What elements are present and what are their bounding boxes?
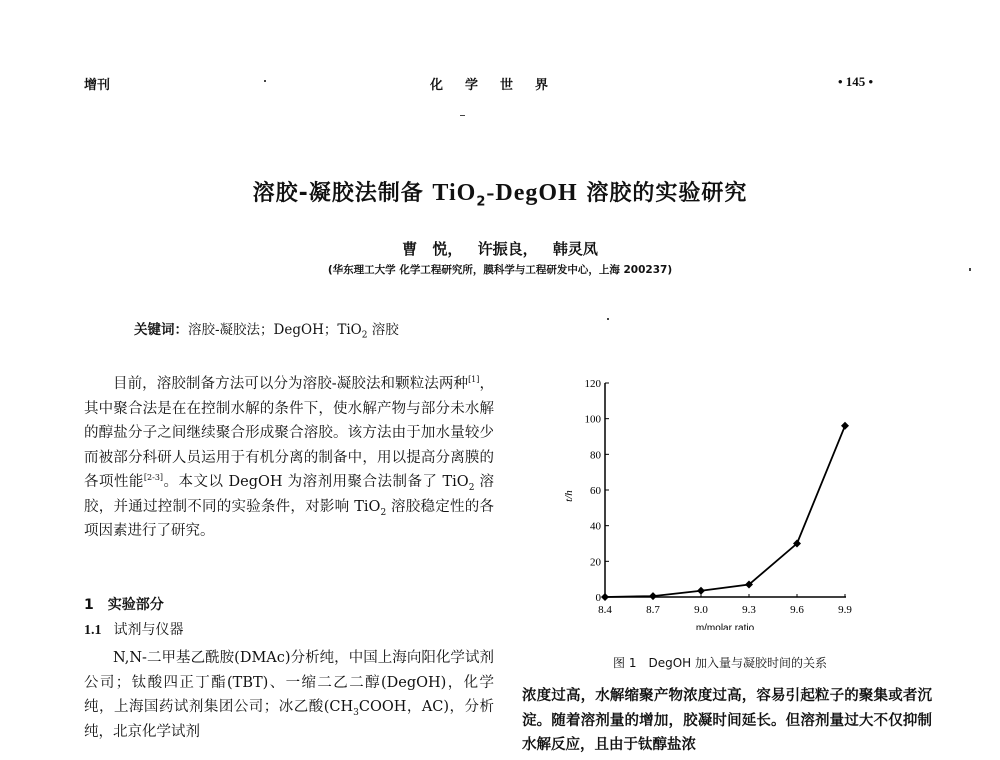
figure-caption-text: DegOH 加入量与凝胶时间的关系 [648,656,827,670]
title-text: 溶胶的实验研究 [577,181,748,206]
journal-name: 化学世界 [429,78,570,93]
y-tick-label: 100 [584,413,601,426]
x-tick-label: 8.4 [598,604,612,616]
y-tick-label: 80 [590,449,601,462]
scan-speck [607,318,609,320]
title-formula: -DegOH [486,180,578,206]
keywords [134,318,399,341]
x-tick-label: 9.6 [790,604,804,616]
page-number: • 145 • [838,74,874,89]
y-tick-label: 20 [590,556,601,569]
x-tick-label: 9.9 [838,604,852,616]
keywords-subscript: 2 [361,330,368,341]
data-point-marker [841,422,849,430]
running-head-left: 增刊 [84,78,111,93]
text: N,N-二甲基乙酰胺(DMAc)分析纯，中国上海向阳化学试剂公司；钛酸四正丁酯(TBT)、一缩二乙二醇(DegOH)，化学纯，上海国药试剂集团公司；冰乙酸(CH [84,650,494,715]
title-subscript: 2 [476,194,487,210]
affiliation: (华东理工大学 化学工程研究所，膜科学与工程研发中心，上海 200237) [327,264,673,276]
y-tick-label: 0 [595,592,601,604]
section-heading-1-1 [84,618,494,644]
data-point-marker [697,587,705,595]
subscript: 2 [468,482,475,493]
text: 。本文以 DegOH 为溶剂用聚合法制备了 TiO [163,474,469,490]
y-tick-label: 60 [590,485,601,497]
data-markers [601,422,849,601]
keywords-text: 溶胶-凝胶法；DegOH；TiO [188,322,362,338]
data-series-line [605,426,845,597]
section-title: 试剂与仪器 [113,622,184,638]
x-tick-label: 9.3 [742,604,756,616]
keywords-text: 溶胶 [367,322,399,338]
title-text: 溶胶-凝胶法制备 [252,181,433,206]
keywords-label: 关键词： [134,322,188,338]
text: 溶胶稳定性的各项因素进行了研究。 [84,498,495,539]
text: 溶胶，并通过控制不同的实验条件，对影响 TiO [84,474,495,515]
y-tick-label: 120 [584,378,601,390]
citation-ref: [2-3] [143,473,164,483]
data-point-marker [649,592,657,600]
section-heading-1: 1 实验部分 [84,597,164,613]
article-title [0,176,1000,210]
y-tick-label: 40 [590,520,601,533]
x-tick-label: 9.0 [694,604,708,616]
subscript: 2 [380,507,387,518]
citation-ref: [1] [468,375,480,385]
scan-speck [264,80,266,82]
x-axis-label: m/molar ratio [695,623,755,630]
figure-caption [510,654,930,671]
x-tick-label: 8.7 [646,604,660,616]
reagents-paragraph [84,646,494,744]
section-number: 1.1 [84,623,102,638]
subscript: 3 [353,707,359,718]
scan-speck [460,115,465,116]
figure-1-chart [540,370,870,630]
text: COOH，AC)，分析纯，北京化学试剂 [84,699,494,740]
text: 目前，溶胶制备方法可以分为溶胶-凝胶法和颗粒法两种 [113,376,469,392]
y-axis-label: t/h [563,490,575,502]
intro-paragraph [84,372,494,544]
figure-number: 图 1 [613,656,637,670]
title-formula: TiO [432,180,477,206]
data-point-marker [601,593,609,601]
authors: 曹 悦， 许振良， 韩灵凤 [402,240,598,258]
text: ，其中聚合法是在在控制水解的条件下，使水解产物与部分未水解的醇盐分子之间继续聚合形成聚合溶胶。该方法由于加水量较少而被部分科研人员运用于有机分离的制备中，用以提高分离膜的各项性能 [84,376,494,490]
right-column-paragraph: 浓度过高，水解缩聚产物浓度过高，容易引起粒子的聚集或者沉淀。随着溶剂量的增加，胶凝时间延长。但溶剂量过大不仅抑制水解反应，且由于钛醇盐浓 [522,688,932,753]
